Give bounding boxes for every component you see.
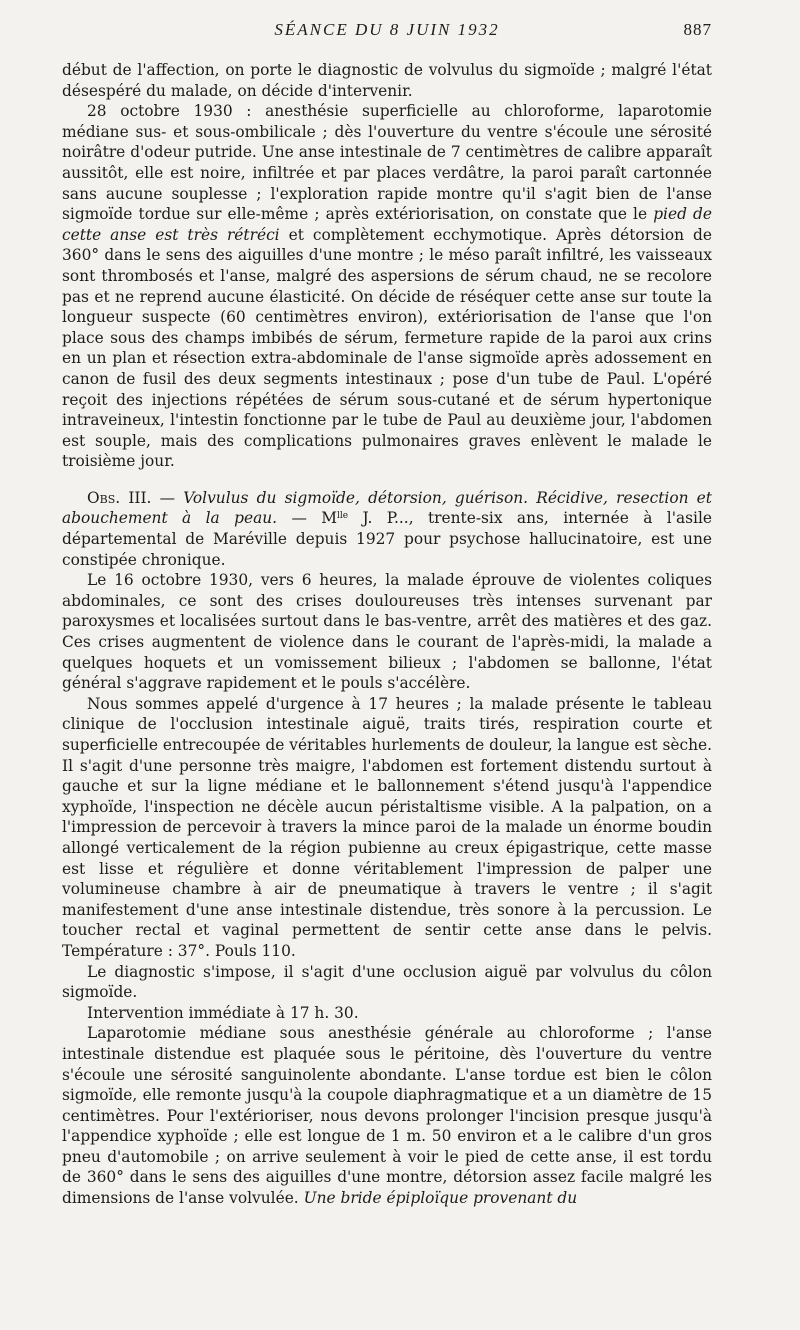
- page-header: [62, 20, 712, 48]
- paragraph-intervention: Intervention immédiate à 17 h. 30.: [87, 1003, 359, 1022]
- observation-heading: [62, 488, 712, 570]
- running-head: SÉANCE DU 8 JUIN 1932: [274, 20, 500, 39]
- dash: —: [151, 488, 184, 507]
- observation-title: Volvulus du sigmoïde, détorsion, guérison. Récidive, resection et abouchement à la peau.: [62, 488, 712, 528]
- article-body: [62, 60, 712, 1209]
- paragraph-text: et complètement ecchymotique. Après détorsion de 360° dans le sens des aiguilles d'une montre ; le méso paraît infiltré, les vaisseaux sont thrombosés et l'anse, malgré des aspersions de sérum chaud, ne se recolore pas et ne reprend aucune élasticité. On décide de réséquer cette anse sur toute la longueur suspecte (60 centimètres environ), extériorisation de l'anse que l'on place sous des champs imbibés de sérum, fermeture rapide de la paroi aux crins en un plan et résection extra-abdominale de l'anse sigmoïde après adossement en canon de fusil des deux segments intestinaux ; pose d'un tube de Paul. L'opéré reçoit des injections répétées de sérum sous-cutané et de sérum hypertonique intraveineux, l'intestin fonctionne par le tube de Paul au deuxième jour, l'abdomen est souple, mais des complications pulmonaires graves enlèvent le malade le troisième jour.: [62, 225, 712, 471]
- paragraph-diagnosis: Le diagnostic s'impose, il s'agit d'une occlusion aiguë par volvulus du côlon sigmoïde.: [62, 962, 712, 1002]
- dash: — M: [277, 509, 338, 528]
- paragraph-examination: Nous sommes appelé d'urgence à 17 heures ; la malade présente le tableau clinique de l'occlusion intestinale aiguë, traits tirés, respiration courte et superficielle entrecoupée de véritables hurlements de douleur, la langue est sèche. Il s'agit d'une personne très maigre, l'abdomen est fortement distendu surtout à gauche et sur la ligne médiane et le ballonnement s'étend jusqu'à l'appendice xyphoïde, l'inspection ne décèle aucun péristaltisme visible. A la palpation, on a l'impression de percevoir à travers la mince paroi de la malade un énorme boudin allongé verticalement de la région pubienne au creux épigastrique, cette masse est lisse et régulière et donne véritablement l'impression de palper une volumineuse chambre à air de pneumatique à travers le ventre ; il s'agit manifestement d'une anse intestinale distendue, très sonore à la percussion. Le toucher rectal et vaginal permettent de sentir cette anse dans le pelvis. Température : 37°. Pouls 110.: [62, 694, 712, 960]
- paragraph-text: 28 octobre 1930 : anesthésie superficielle au chloroforme, laparotomie médiane sus- et sous-ombilicale ; dès l'ouverture du ventre s'écoule une sérosité noirâtre d'odeur putride. Une anse intestinale de 7 centimètres de calibre apparaît aussitôt, elle est noire, infiltrée et par places verdâtre, la paroi paraît cartonnée sans aucune souplesse ; l'exploration rapide montre qu'il s'agit bien de l'anse sigmoïde tordue sur elle-même ; après extériorisation, on constate que le: [62, 102, 712, 224]
- italic-emphasis: pied de cette anse est très rétréci: [62, 205, 712, 244]
- observation-label: Obs. III.: [87, 488, 152, 507]
- paragraph-text: Laparotomie médiane sous anesthésie générale au chloroforme ; l'anse intestinale distendue est plaquée sous le péritoine, dès l'ouverture du ventre s'écoule une sérosité sanguinolente abondante. L'anse tordue est bien le côlon sigmoïde, elle remonte jusqu'à la coupole diaphragmatique et a un diamètre de 15 centimètres. Pour l'extérioriser, nous devons prolonger l'incision presque jusqu'à l'appendice xyphoïde ; elle est longue de 1 m. 50 environ et a le calibre d'un gros pneu d'automobile ; on arrive seulement à voir le pied de cette anse, il est tordu de 360° dans le sens des aiguilles d'une montre, détorsion assez facile malgré les dimensions de l'anse volvulée.: [62, 1024, 712, 1208]
- observation-text: J. P..., trente-six ans, internée à l'asile départemental de Maréville depuis 1927 pour psychose hallucinatoire, est une constipée chronique.: [62, 509, 712, 569]
- page-number: 887: [683, 20, 712, 39]
- superscript: lle: [337, 511, 349, 522]
- paragraph-continuation: début de l'affection, on porte le diagnostic de volvulus du sigmoïde ; malgré l'état désespéré du malade, on décide d'intervenir.: [62, 61, 712, 100]
- paragraph-operation-1930: [62, 101, 712, 472]
- paragraph-symptoms: Le 16 octobre 1930, vers 6 heures, la malade éprouve de violentes coliques abdominales, ce sont des crises douloureuses très intenses survenant par paroxysmes et localisées surtout dans le bas-ventre, arrêt des matières et des gaz. Ces crises augmentent de violence dans le courant de l'après-midi, la malade a quelques hoquets et un vomissement bilieux ; l'abdomen se ballonne, l'état général s'aggrave rapidement et le pouls s'accélère.: [62, 571, 712, 693]
- italic-emphasis: Une bride épiploïque provenant du: [303, 1189, 578, 1208]
- paragraph-laparotomy: [62, 1023, 712, 1208]
